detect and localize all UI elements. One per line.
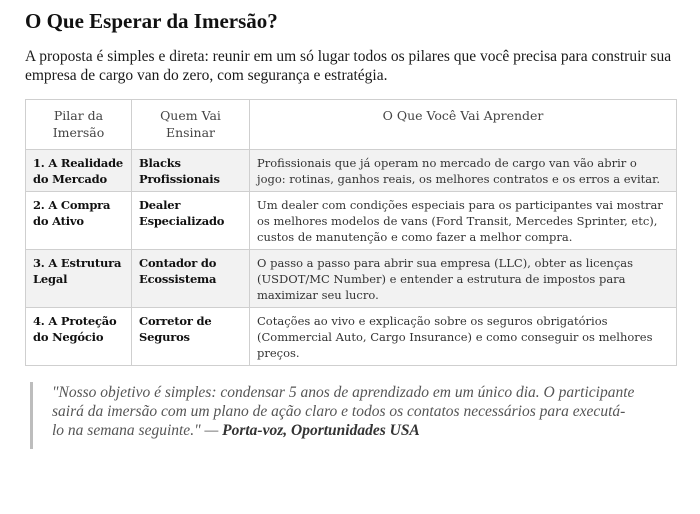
pillar-cell: 2. A Compra do Ativo — [26, 192, 132, 250]
learn-cell: Cotações ao vivo e explicação sobre os seguros obrigatórios (Commercial Auto, Cargo Insurance) e como conseguir os melhores preços. — [250, 308, 677, 366]
column-header-learn: O Que Você Vai Aprender — [250, 100, 677, 150]
learn-cell: Profissionais que já operam no mercado de cargo van vão abrir o jogo: rotinas, ganhos reais, os melhores contratos e os erros a evitar. — [250, 150, 677, 192]
pillar-cell: 4. A Proteção do Negócio — [26, 308, 132, 366]
teacher-cell: Corretor de Seguros — [132, 308, 250, 366]
immersion-table — [25, 99, 677, 366]
learn-cell: Um dealer com condições especiais para os participantes vai mostrar os melhores modelos de vans (Ford Transit, Mercedes Sprinter, etc), custos de manutenção e como fazer a melhor compra. — [250, 192, 677, 250]
teacher-cell: Contador do Ecossistema — [132, 250, 250, 308]
table-header-row — [26, 100, 677, 150]
pillar-cell: 3. A Estrutura Legal — [26, 250, 132, 308]
quote-author: Porta-voz, Oportunidades USA — [222, 422, 420, 439]
learn-cell: O passo a passo para abrir sua empresa (LLC), obter as licenças (USDOT/MC Number) e entender a estrutura de impostos para maximizar seu lucro. — [250, 250, 677, 308]
article — [25, 8, 676, 465]
teacher-cell: Dealer Especializado — [132, 192, 250, 250]
table-row — [26, 308, 677, 366]
table-row — [26, 150, 677, 192]
column-header-pillar: Pilar da Imersão — [26, 100, 132, 150]
testimonial-quote — [30, 382, 636, 449]
table-row — [26, 250, 677, 308]
section-heading: O Que Esperar da Imersão? — [25, 9, 278, 33]
pillar-cell: 1. A Realidade do Mercado — [26, 150, 132, 192]
quote-text: "Nosso objetivo é simples: condensar 5 anos de aprendizado em um único dia. O participante sairá da imersão com um plano de ação claro e todos os contatos necessários para executá-lo na semana seguinte." — [52, 384, 635, 439]
quote-dash: — — [200, 422, 223, 439]
column-header-who: Quem Vai Ensinar — [132, 100, 250, 150]
table-row — [26, 192, 677, 250]
intro-paragraph: A proposta é simples e direta: reunir em um só lugar todos os pilares que você precisa para construir sua empresa de cargo van do zero, com segurança e estratégia. — [25, 48, 672, 84]
teacher-cell: Blacks Profissionais — [132, 150, 250, 192]
